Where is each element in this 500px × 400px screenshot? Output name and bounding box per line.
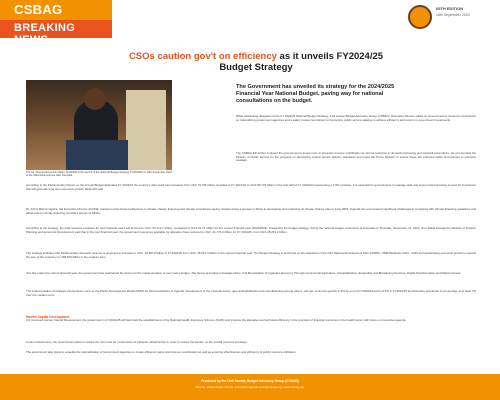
photo-banner xyxy=(126,90,166,170)
headline-part-2: as it unveils FY2024/25 xyxy=(279,51,384,62)
paragraph-10: Under infrastructure, the Government plans to reduce the unit costs for construction of transport infrastructure in order to reduce the burden on the overall resource envelope. xyxy=(26,340,248,344)
article-photo xyxy=(26,80,172,170)
footer-credit: Produced by the Civil Society Budget Advocacy Group (CSBAG) xyxy=(201,379,299,383)
section-heading-human-capital: Human Capital Development xyxy=(26,315,70,319)
edition-label: 69TH EDITION xyxy=(436,6,464,11)
paragraph-5: According to the strategy, the total resource envelope for next financial years will amount to UGX. 53,712.7 trillion, compared to UGX.51.74 trillion for the current financial year (2023/2024). Presenting the budget strategy, during the national budget conference at Kampala on Thursday, September 14, 2023, Hon. Matia Kasaija the Minister of Finance Planning and Economic Development said that in the next financial year, the government resources available for allocation have reduced to UGX. 21,774.2 billion for FY 2024/25, from UGX.28,263.2 billion. xyxy=(26,226,476,234)
breaking-news-banner xyxy=(0,20,112,46)
masthead xyxy=(0,0,500,44)
headline-part-3: Budget Strategy xyxy=(219,62,293,73)
paragraph-11: The government also plans to expedite the rationalization of Government Agencies to create efficiency gains and improve coordination as well as ensuring effectiveness and efficiency of public resource utilization. xyxy=(26,350,297,354)
edition-date: 16th September 2024 xyxy=(436,13,470,17)
headline-part-1: CSOs caution gov't on efficiency xyxy=(128,51,277,62)
article-headline xyxy=(106,51,406,73)
csbag-logo-icon xyxy=(408,5,432,29)
photo-speaker-head xyxy=(84,88,106,110)
paragraph-8: The implementation of strategic interventions such as the Parish Development Model (PDM) for full monetization of Uganda, development of the minerals sector, agro-industrialization and manufacturing among others, will spur economic growth to 6% by end of FY2023/24 and to 6.5% in FY2024/25 and therefore accelerate to an average of at least 7% over the medium term. xyxy=(26,289,476,297)
breaking-news-label: BREAKING NEWS xyxy=(14,22,76,46)
paragraph-9: For improved Human Capital Development, the government in FY2024/25 will fast track the establishment of the National Health Insurance Scheme (NHIS) and improve the allocative and technical efficiency in the provision of financial resources in the health sector with focus on preventive agenda. xyxy=(26,318,407,322)
photo-caption: The Ag. Director Economic Affairs, MoFPED at the launch of the National Budget Strategy FY2024/25 on 16th September 2024 at the UMA Multi-purpose Hall, Kampala. xyxy=(26,171,172,178)
paragraph-6: The strategy indicates that Parliamentary domestic revenue is projected to increase to UGX. 29,987.8 billion in FY2024/25 from UGX. 25,612.3 billion in the current financial year. The Budget Strategy is anchored on the objectives of the third National Development Plan (NDPIII), NRM Manifesto 2021 - 2026 and accelerating economic growth to expand the size of the economy to US$ 500 billion in the medium term. xyxy=(26,251,476,259)
brand-name: CSBAG xyxy=(14,2,63,17)
article-subheading: The Government has unveiled its strategy for the 2024/2025 Financial Year National Budget, paving way for national consultations on the budget. xyxy=(236,84,395,104)
paragraph-3: According to the Parliamentary Report on the Annual Budget Estimates FY 2023/24 the country's debt stock has increased from UGX 79,766 trillion recorded in FY 2021/22 to UGX 86,774 trillion in the first half of FY 2022/23 representing a 2.5% increase. It is essential for governments to manage debt and ensure that borrowing is used for investment that will generate long term economic growth, Mukunda said. xyxy=(26,183,476,191)
footer-contact: Plot 11, Vubya Road, Ntinda, Kampala Uganda | info@csbag.org | www.csbag.org xyxy=(195,385,305,389)
paragraph-2: The CSBAG ED further implored the government to invest more in domestic revenue mobilization as well as reduction in domestic borrowing and wasteful expenditure. He commended the Ministry of Public Service for the progress on developing costed service delivery standards and urged the Prime Minister to ensure these are enforced within Government to minimize wastage. xyxy=(236,151,476,163)
brand-banner xyxy=(0,0,112,20)
paragraph-4: Dr. Arthur Bainomugisha, the Executive Director ACODE, pointed out the limited adherence to climate change financing and climate compliance saying: despite being a pioneer in Africa to developing and endorsing its climate change plan in June 2015, Uganda has encountered significant challenges in complying with climate financing guidelines and adherence to climate financing principles across its MDAs. xyxy=(26,207,476,215)
footer-bar xyxy=(0,374,500,400)
photo-lectern xyxy=(66,140,128,170)
paragraph-1: While addressing delegates at the FY 2024/25 National Budget Strategy, Civil society Budget Advocacy Group (CSBAG), Executive Director called on Government to renew its commitment on rationalizing government agencies and a salary review commission to harmonize public service salaries to achieve efficiency and returns to government investments. xyxy=(236,114,476,122)
paragraph-7: Just like under the current financial year, the government has maintained the theme for the implementation of next year's budget. The theme according to Kasaija will be: Full Monetization of Uganda's Economy Through Commercial Agriculture, Industrialization, Expanding and Broadening Services, Digital Transformation and Market Access. xyxy=(26,271,462,275)
